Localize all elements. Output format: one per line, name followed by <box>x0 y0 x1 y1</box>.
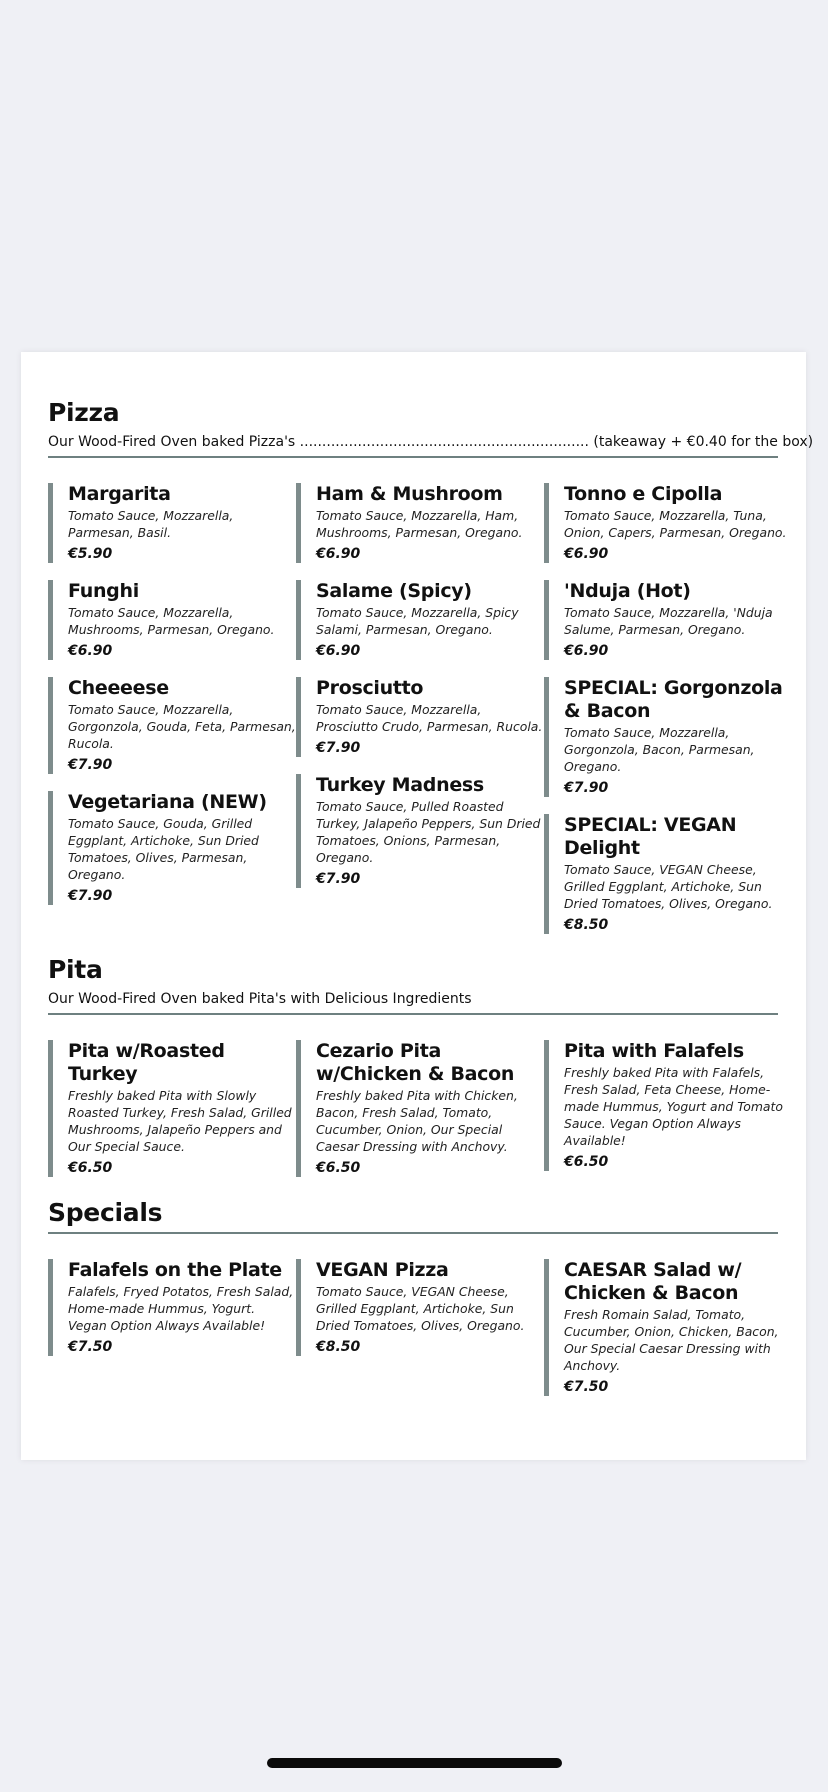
menu-item-nduja[interactable] <box>544 580 792 660</box>
item-price: €6.90 <box>68 643 113 659</box>
item-description: Freshly baked Pita with Slowly Roasted Turkey, Fresh Salad, Grilled Mushrooms, Jalapeño Peppers and Our Special Sauce. <box>68 1088 292 1154</box>
home-indicator[interactable] <box>267 1758 562 1768</box>
pizza-section-title: Pizza <box>48 398 120 427</box>
menu-item-pita-roasted-turkey[interactable] <box>48 1040 296 1177</box>
item-name: Pita w/Roasted Turkey <box>68 1040 225 1085</box>
item-description: Tomato Sauce, Mozzarella, Parmesan, Basil. <box>68 508 234 540</box>
item-name: Vegetariana (NEW) <box>68 791 267 813</box>
item-price: €6.90 <box>316 546 361 562</box>
item-price: €6.90 <box>564 546 609 562</box>
item-description: Tomato Sauce, VEGAN Cheese, Grilled Eggplant, Artichoke, Sun Dried Tomatoes, Olives, Oregano. <box>564 862 773 911</box>
item-name: Funghi <box>68 580 139 602</box>
item-description: Tomato Sauce, Mozzarella, 'Nduja Salume, Parmesan, Oregano. <box>564 605 773 637</box>
item-description: Tomato Sauce, Mozzarella, Mushrooms, Parmesan, Oregano. <box>68 605 275 637</box>
item-price: €7.90 <box>564 780 609 796</box>
item-name: VEGAN Pizza <box>316 1259 449 1281</box>
item-name: Prosciutto <box>316 677 424 699</box>
item-description: Tomato Sauce, Mozzarella, Prosciutto Crudo, Parmesan, Rucola. <box>316 702 543 734</box>
menu-item-cheeeese[interactable] <box>48 677 296 774</box>
item-name: CAESAR Salad w/ Chicken & Bacon <box>564 1259 742 1304</box>
item-name: SPECIAL: Gorgonzola & Bacon <box>564 677 783 722</box>
item-price: €7.90 <box>316 740 361 756</box>
item-price: €5.90 <box>68 546 113 562</box>
item-price: €8.50 <box>564 917 609 933</box>
item-description: Tomato Sauce, Mozzarella, Gorgonzola, Bacon, Parmesan, Oregano. <box>564 725 755 774</box>
item-price: €6.50 <box>316 1160 361 1176</box>
item-price: €6.90 <box>316 643 361 659</box>
menu-item-cezario-pita[interactable] <box>296 1040 544 1177</box>
item-price: €7.50 <box>68 1339 113 1355</box>
item-description: Tomato Sauce, Gouda, Grilled Eggplant, Artichoke, Sun Dried Tomatoes, Olives, Parmesan, Oregano. <box>68 816 259 882</box>
menu-item-pita-falafels[interactable] <box>544 1040 792 1171</box>
pita-section-subtitle: Our Wood-Fired Oven baked Pita's with Delicious Ingredients <box>48 991 472 1007</box>
pizza-section-subtitle: Our Wood-Fired Oven baked Pizza's ................................................................. (takeaway + €0.40 for the box) <box>48 434 814 450</box>
item-name: 'Nduja (Hot) <box>564 580 691 602</box>
menu-item-vegan-pizza[interactable] <box>296 1259 544 1356</box>
item-name: Salame (Spicy) <box>316 580 472 602</box>
item-price: €6.90 <box>564 643 609 659</box>
item-name: Ham & Mushroom <box>316 483 503 505</box>
item-price: €6.50 <box>564 1154 609 1170</box>
specials-divider <box>48 1232 778 1234</box>
item-description: Tomato Sauce, Mozzarella, Tuna, Onion, Capers, Parmesan, Oregano. <box>564 508 787 540</box>
pizza-divider <box>48 456 778 458</box>
menu-item-falafels-plate[interactable] <box>48 1259 296 1356</box>
item-description: Falafels, Fryed Potatos, Fresh Salad, Home-made Hummus, Yogurt. Vegan Option Always Available! <box>68 1284 294 1333</box>
menu-item-caesar-salad[interactable] <box>544 1259 792 1396</box>
item-description: Tomato Sauce, Pulled Roasted Turkey, Jalapeño Peppers, Sun Dried Tomatoes, Onions, Parmesan, Oregano. <box>316 799 541 865</box>
menu-item-salame[interactable] <box>296 580 544 660</box>
item-description: Tomato Sauce, Mozzarella, Ham, Mushrooms, Parmesan, Oregano. <box>316 508 523 540</box>
item-name: Pita with Falafels <box>564 1040 744 1062</box>
pita-section-title: Pita <box>48 955 103 984</box>
menu-item-ham-mushroom[interactable] <box>296 483 544 563</box>
item-name: SPECIAL: VEGAN Delight <box>564 814 737 859</box>
item-name: Cezario Pita w/Chicken & Bacon <box>316 1040 515 1085</box>
menu-item-prosciutto[interactable] <box>296 677 544 757</box>
item-price: €7.90 <box>316 871 361 887</box>
menu-item-special-gorgonzola-bacon[interactable] <box>544 677 792 797</box>
item-name: Margarita <box>68 483 171 505</box>
item-name: Cheeeese <box>68 677 169 699</box>
pita-divider <box>48 1013 778 1015</box>
item-price: €8.50 <box>316 1339 361 1355</box>
item-description: Freshly baked Pita with Falafels, Fresh Salad, Feta Cheese, Home-made Hummus, Yogurt and Tomato Sauce. Vegan Option Always Available! <box>564 1065 783 1148</box>
item-price: €7.50 <box>564 1379 609 1395</box>
menu-item-vegetariana[interactable] <box>48 791 296 905</box>
menu-item-special-vegan-delight[interactable] <box>544 814 792 934</box>
item-description: Freshly baked Pita with Chicken, Bacon, Fresh Salad, Tomato, Cucumber, Onion, Our Special Caesar Dressing with Anchovy. <box>316 1088 518 1154</box>
item-description: Tomato Sauce, Mozzarella, Gorgonzola, Gouda, Feta, Parmesan, Rucola. <box>68 702 296 751</box>
item-name: Falafels on the Plate <box>68 1259 282 1281</box>
item-price: €7.90 <box>68 888 113 904</box>
item-description: Tomato Sauce, Mozzarella, Spicy Salami, Parmesan, Oregano. <box>316 605 519 637</box>
item-description: Fresh Romain Salad, Tomato, Cucumber, Onion, Chicken, Bacon, Our Special Caesar Dressing with Anchovy. <box>564 1307 779 1373</box>
menu-item-tonno-cipolla[interactable] <box>544 483 792 563</box>
menu-item-margarita[interactable] <box>48 483 296 563</box>
menu-item-turkey-madness[interactable] <box>296 774 544 888</box>
item-price: €7.90 <box>68 757 113 773</box>
menu-item-funghi[interactable] <box>48 580 296 660</box>
item-name: Turkey Madness <box>316 774 484 796</box>
item-description: Tomato Sauce, VEGAN Cheese, Grilled Eggplant, Artichoke, Sun Dried Tomatoes, Olives, Oregano. <box>316 1284 525 1333</box>
item-name: Tonno e Cipolla <box>564 483 723 505</box>
item-price: €6.50 <box>68 1160 113 1176</box>
specials-section-title: Specials <box>48 1198 163 1227</box>
